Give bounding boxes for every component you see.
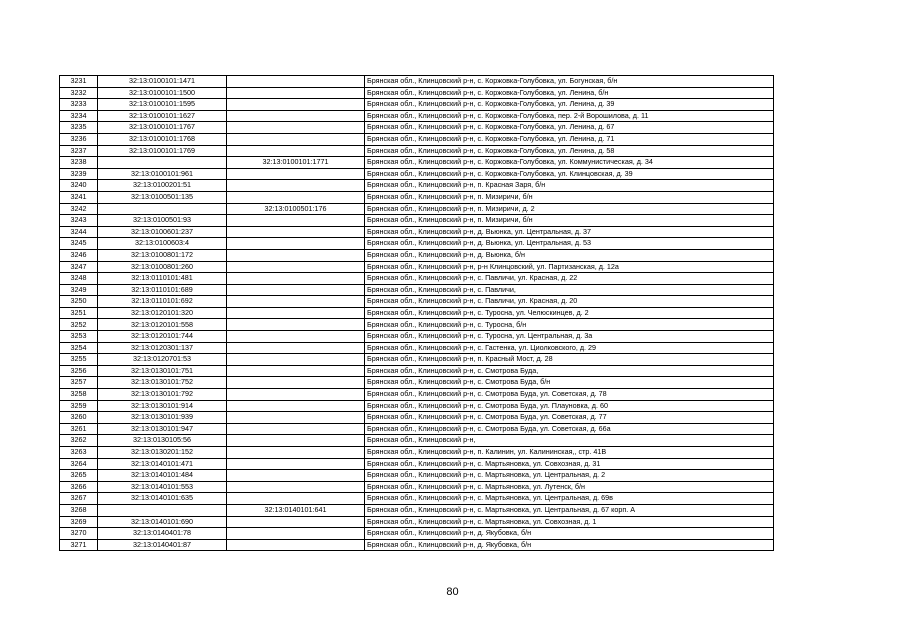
cadastral-number-cell bbox=[98, 504, 227, 516]
address-cell: Брянская обл., Клинцовский р-н, д. Вьюнка, ул. Центральная, д. 37 bbox=[365, 226, 774, 238]
table-row bbox=[60, 168, 774, 180]
address-cell: Брянская обл., Клинцовский р-н, с. Туросна, ул. Челюскинцев, д. 2 bbox=[365, 307, 774, 319]
cadastral-number-cell bbox=[98, 203, 227, 215]
cadastral-number-cell: 32:13:0130101:792 bbox=[98, 389, 227, 401]
table-row bbox=[60, 435, 774, 447]
building-cadastral-number-cell bbox=[227, 400, 365, 412]
cadastral-number-cell: 32:13:0100501:93 bbox=[98, 215, 227, 227]
cadastral-number-cell: 32:13:0100801:260 bbox=[98, 261, 227, 273]
cadastral-number-cell: 32:13:0100801:172 bbox=[98, 249, 227, 261]
building-cadastral-number-cell bbox=[227, 238, 365, 250]
table-row bbox=[60, 296, 774, 308]
cadastral-number-cell: 32:13:0100501:135 bbox=[98, 191, 227, 203]
cadastral-number-cell: 32:13:0130101:751 bbox=[98, 365, 227, 377]
table-row bbox=[60, 400, 774, 412]
row-number-cell: 3241 bbox=[60, 191, 98, 203]
building-cadastral-number-cell bbox=[227, 377, 365, 389]
row-number-cell: 3258 bbox=[60, 389, 98, 401]
row-number-cell: 3260 bbox=[60, 412, 98, 424]
cadastral-number-cell: 32:13:0100201:51 bbox=[98, 180, 227, 192]
row-number-cell: 3268 bbox=[60, 504, 98, 516]
row-number-cell: 3233 bbox=[60, 99, 98, 111]
cadastral-number-cell: 32:13:0130105:56 bbox=[98, 435, 227, 447]
address-cell: Брянская обл., Клинцовский р-н, с. Смотрова Буда, б/н bbox=[365, 377, 774, 389]
building-cadastral-number-cell bbox=[227, 493, 365, 505]
cadastral-number-cell: 32:13:0120301:137 bbox=[98, 342, 227, 354]
table-row bbox=[60, 157, 774, 169]
building-cadastral-number-cell bbox=[227, 122, 365, 134]
address-cell: Брянская обл., Клинцовский р-н, п. Красный Мост, д. 28 bbox=[365, 354, 774, 366]
cadastral-number-cell: 32:13:0100101:1767 bbox=[98, 122, 227, 134]
table-row bbox=[60, 470, 774, 482]
address-cell: Брянская обл., Клинцовский р-н, с. Мартьяновка, ул. Совхозная, д. 1 bbox=[365, 516, 774, 528]
cadastral-number-cell: 32:13:0120101:744 bbox=[98, 331, 227, 343]
building-cadastral-number-cell bbox=[227, 528, 365, 540]
address-cell: Брянская обл., Клинцовский р-н, д. Вьюнка, ул. Центральная, д. 53 bbox=[365, 238, 774, 250]
table-row bbox=[60, 528, 774, 540]
cadastral-number-cell: 32:13:0140101:484 bbox=[98, 470, 227, 482]
building-cadastral-number-cell bbox=[227, 319, 365, 331]
table-row bbox=[60, 342, 774, 354]
address-cell: Брянская обл., Клинцовский р-н, д. Якубовка, б/н bbox=[365, 539, 774, 551]
row-number-cell: 3269 bbox=[60, 516, 98, 528]
table-row bbox=[60, 122, 774, 134]
address-cell: Брянская обл., Клинцовский р-н, с. Смотрова Буда, ул. Советская, д. 66а bbox=[365, 423, 774, 435]
building-cadastral-number-cell bbox=[227, 539, 365, 551]
table-row bbox=[60, 284, 774, 296]
cadastral-number-cell: 32:13:0140401:87 bbox=[98, 539, 227, 551]
cadastral-number-cell: 32:13:0140101:471 bbox=[98, 458, 227, 470]
table-row bbox=[60, 261, 774, 273]
address-cell: Брянская обл., Клинцовский р-н, с. Павличи, bbox=[365, 284, 774, 296]
address-cell: Брянская обл., Клинцовский р-н, с. Коржовка-Голубовка, пер. 2-й Ворошилова, д. 11 bbox=[365, 110, 774, 122]
row-number-cell: 3244 bbox=[60, 226, 98, 238]
building-cadastral-number-cell bbox=[227, 389, 365, 401]
cadastral-number-cell: 32:13:0130101:914 bbox=[98, 400, 227, 412]
building-cadastral-number-cell bbox=[227, 470, 365, 482]
row-number-cell: 3235 bbox=[60, 122, 98, 134]
table-row bbox=[60, 412, 774, 424]
building-cadastral-number-cell bbox=[227, 145, 365, 157]
address-cell: Брянская обл., Клинцовский р-н, с. Коржовка-Голубовка, ул. Ленина, д. 71 bbox=[365, 133, 774, 145]
cadastral-number-cell: 32:13:0100101:1500 bbox=[98, 87, 227, 99]
row-number-cell: 3250 bbox=[60, 296, 98, 308]
building-cadastral-number-cell bbox=[227, 168, 365, 180]
cadastral-number-cell: 32:13:0130201:152 bbox=[98, 447, 227, 459]
table-row bbox=[60, 447, 774, 459]
cadastral-number-cell: 32:13:0100101:1595 bbox=[98, 99, 227, 111]
row-number-cell: 3243 bbox=[60, 215, 98, 227]
cadastral-number-cell: 32:13:0140101:553 bbox=[98, 481, 227, 493]
cadastral-number-cell: 32:13:0120101:320 bbox=[98, 307, 227, 319]
building-cadastral-number-cell bbox=[227, 307, 365, 319]
table-row bbox=[60, 215, 774, 227]
building-cadastral-number-cell bbox=[227, 99, 365, 111]
cadastral-number-cell: 32:13:0120101:558 bbox=[98, 319, 227, 331]
row-number-cell: 3249 bbox=[60, 284, 98, 296]
row-number-cell: 3234 bbox=[60, 110, 98, 122]
cadastral-number-cell: 32:13:0100601:237 bbox=[98, 226, 227, 238]
building-cadastral-number-cell bbox=[227, 342, 365, 354]
row-number-cell: 3239 bbox=[60, 168, 98, 180]
address-cell: Брянская обл., Клинцовский р-н, с. Смотрова Буда, ул. Советская, д. 78 bbox=[365, 389, 774, 401]
table-row bbox=[60, 191, 774, 203]
row-number-cell: 3263 bbox=[60, 447, 98, 459]
row-number-cell: 3246 bbox=[60, 249, 98, 261]
row-number-cell: 3256 bbox=[60, 365, 98, 377]
cadastral-number-cell: 32:13:0140401:78 bbox=[98, 528, 227, 540]
address-cell: Брянская обл., Клинцовский р-н, п. Мизиричи, д. 2 bbox=[365, 203, 774, 215]
address-cell: Брянская обл., Клинцовский р-н, с. Коржовка-Голубовка, ул. Богунская, б/н bbox=[365, 76, 774, 88]
table-row bbox=[60, 180, 774, 192]
address-cell: Брянская обл., Клинцовский р-н, с. Смотрова Буда, ул. Советская, д. 77 bbox=[365, 412, 774, 424]
registry-body bbox=[60, 76, 774, 551]
address-cell: Брянская обл., Клинцовский р-н, с. Смотрова Буда, bbox=[365, 365, 774, 377]
table-row bbox=[60, 389, 774, 401]
table-row bbox=[60, 481, 774, 493]
address-cell: Брянская обл., Клинцовский р-н, д. Якубовка, б/н bbox=[365, 528, 774, 540]
table-row bbox=[60, 133, 774, 145]
row-number-cell: 3264 bbox=[60, 458, 98, 470]
table-row bbox=[60, 226, 774, 238]
table-row bbox=[60, 458, 774, 470]
building-cadastral-number-cell bbox=[227, 423, 365, 435]
row-number-cell: 3236 bbox=[60, 133, 98, 145]
row-number-cell: 3238 bbox=[60, 157, 98, 169]
building-cadastral-number-cell bbox=[227, 180, 365, 192]
table-row bbox=[60, 273, 774, 285]
row-number-cell: 3267 bbox=[60, 493, 98, 505]
cadastral-number-cell: 32:13:0110101:689 bbox=[98, 284, 227, 296]
cadastral-number-cell: 32:13:0130101:939 bbox=[98, 412, 227, 424]
cadastral-number-cell: 32:13:0100101:1627 bbox=[98, 110, 227, 122]
row-number-cell: 3265 bbox=[60, 470, 98, 482]
table-row bbox=[60, 87, 774, 99]
building-cadastral-number-cell bbox=[227, 412, 365, 424]
row-number-cell: 3261 bbox=[60, 423, 98, 435]
building-cadastral-number-cell bbox=[227, 133, 365, 145]
row-number-cell: 3232 bbox=[60, 87, 98, 99]
row-number-cell: 3242 bbox=[60, 203, 98, 215]
cadastral-number-cell: 32:13:0100101:961 bbox=[98, 168, 227, 180]
address-cell: Брянская обл., Клинцовский р-н, с. Павличи, ул. Красная, д. 20 bbox=[365, 296, 774, 308]
address-cell: Брянская обл., Клинцовский р-н, д. Вьюнка, б/н bbox=[365, 249, 774, 261]
row-number-cell: 3257 bbox=[60, 377, 98, 389]
address-cell: Брянская обл., Клинцовский р-н, с. Коржовка-Голубовка, ул. Ленина, д. 67 bbox=[365, 122, 774, 134]
address-cell: Брянская обл., Клинцовский р-н, с. Гастенка, ул. Циолковского, д. 29 bbox=[365, 342, 774, 354]
table-row bbox=[60, 423, 774, 435]
row-number-cell: 3253 bbox=[60, 331, 98, 343]
building-cadastral-number-cell: 32:13:0100101:1771 bbox=[227, 157, 365, 169]
table-row bbox=[60, 516, 774, 528]
address-cell: Брянская обл., Клинцовский р-н, с. Мартьяновка, ул. Центральная, д. 2 bbox=[365, 470, 774, 482]
building-cadastral-number-cell: 32:13:0140101:641 bbox=[227, 504, 365, 516]
address-cell: Брянская обл., Клинцовский р-н, с. Коржовка-Голубовка, ул. Ленина, д. 58 bbox=[365, 145, 774, 157]
row-number-cell: 3231 bbox=[60, 76, 98, 88]
building-cadastral-number-cell bbox=[227, 191, 365, 203]
address-cell: Брянская обл., Клинцовский р-н, с. Мартьяновка, ул. Центральная, д. 67 корп. А bbox=[365, 504, 774, 516]
cadastral-number-cell: 32:13:0130101:752 bbox=[98, 377, 227, 389]
cadastral-number-cell: 32:13:0100603:4 bbox=[98, 238, 227, 250]
building-cadastral-number-cell bbox=[227, 447, 365, 459]
cadastral-number-cell bbox=[98, 157, 227, 169]
building-cadastral-number-cell bbox=[227, 226, 365, 238]
address-cell: Брянская обл., Клинцовский р-н, с. Туросна, б/н bbox=[365, 319, 774, 331]
building-cadastral-number-cell bbox=[227, 261, 365, 273]
row-number-cell: 3251 bbox=[60, 307, 98, 319]
address-cell: Брянская обл., Клинцовский р-н, п. Красная Заря, б/н bbox=[365, 180, 774, 192]
address-cell: Брянская обл., Клинцовский р-н, с. Мартьяновка, ул. Лутенск, б/н bbox=[365, 481, 774, 493]
row-number-cell: 3271 bbox=[60, 539, 98, 551]
building-cadastral-number-cell bbox=[227, 76, 365, 88]
address-cell: Брянская обл., Клинцовский р-н, с. Коржовка-Голубовка, ул. Клинцовская, д. 39 bbox=[365, 168, 774, 180]
cadastral-number-cell: 32:13:0140101:690 bbox=[98, 516, 227, 528]
building-cadastral-number-cell bbox=[227, 481, 365, 493]
building-cadastral-number-cell bbox=[227, 215, 365, 227]
table-row bbox=[60, 145, 774, 157]
row-number-cell: 3237 bbox=[60, 145, 98, 157]
building-cadastral-number-cell bbox=[227, 458, 365, 470]
building-cadastral-number-cell bbox=[227, 354, 365, 366]
address-cell: Брянская обл., Клинцовский р-н, с. Смотрова Буда, ул. Плауновка, д. 60 bbox=[365, 400, 774, 412]
registry-table bbox=[59, 75, 774, 551]
table-row bbox=[60, 539, 774, 551]
table-row bbox=[60, 307, 774, 319]
address-cell: Брянская обл., Клинцовский р-н, п. Калинин, ул. Калининская,, стр. 41В bbox=[365, 447, 774, 459]
building-cadastral-number-cell bbox=[227, 296, 365, 308]
building-cadastral-number-cell bbox=[227, 365, 365, 377]
address-cell: Брянская обл., Клинцовский р-н, р-н Клинцовский, ул. Партизанская, д. 12а bbox=[365, 261, 774, 273]
row-number-cell: 3270 bbox=[60, 528, 98, 540]
cadastral-number-cell: 32:13:0100101:1769 bbox=[98, 145, 227, 157]
row-number-cell: 3254 bbox=[60, 342, 98, 354]
row-number-cell: 3259 bbox=[60, 400, 98, 412]
page-number: 80 bbox=[446, 586, 459, 598]
building-cadastral-number-cell bbox=[227, 273, 365, 285]
building-cadastral-number-cell bbox=[227, 87, 365, 99]
building-cadastral-number-cell: 32:13:0100501:176 bbox=[227, 203, 365, 215]
cadastral-number-cell: 32:13:0110101:692 bbox=[98, 296, 227, 308]
table-row bbox=[60, 354, 774, 366]
address-cell: Брянская обл., Клинцовский р-н, с. Мартьяновка, ул. Центральная, д. 69в bbox=[365, 493, 774, 505]
address-cell: Брянская обл., Клинцовский р-н, с. Коржовка-Голубовка, ул. Коммунистическая, д. 34 bbox=[365, 157, 774, 169]
address-cell: Брянская обл., Клинцовский р-н, с. Коржовка-Голубовка, ул. Ленина, б/н bbox=[365, 87, 774, 99]
address-cell: Брянская обл., Клинцовский р-н, п. Мизиричи, б/н bbox=[365, 191, 774, 203]
table-row bbox=[60, 504, 774, 516]
row-number-cell: 3248 bbox=[60, 273, 98, 285]
building-cadastral-number-cell bbox=[227, 435, 365, 447]
address-cell: Брянская обл., Клинцовский р-н, с. Коржовка-Голубовка, ул. Ленина, д. 39 bbox=[365, 99, 774, 111]
row-number-cell: 3245 bbox=[60, 238, 98, 250]
table-row bbox=[60, 365, 774, 377]
cadastral-number-cell: 32:13:0130101:947 bbox=[98, 423, 227, 435]
table-row bbox=[60, 203, 774, 215]
address-cell: Брянская обл., Клинцовский р-н, bbox=[365, 435, 774, 447]
table-row bbox=[60, 238, 774, 250]
cadastral-number-cell: 32:13:0120701:53 bbox=[98, 354, 227, 366]
table-row bbox=[60, 331, 774, 343]
table-row bbox=[60, 249, 774, 261]
cadastral-number-cell: 32:13:0100101:1471 bbox=[98, 76, 227, 88]
address-cell: Брянская обл., Клинцовский р-н, с. Мартьяновка, ул. Совхозная, д. 31 bbox=[365, 458, 774, 470]
cadastral-number-cell: 32:13:0110101:481 bbox=[98, 273, 227, 285]
building-cadastral-number-cell bbox=[227, 516, 365, 528]
row-number-cell: 3262 bbox=[60, 435, 98, 447]
table-row bbox=[60, 76, 774, 88]
row-number-cell: 3255 bbox=[60, 354, 98, 366]
address-cell: Брянская обл., Клинцовский р-н, с. Туросна, ул. Центральная, д. 3а bbox=[365, 331, 774, 343]
row-number-cell: 3252 bbox=[60, 319, 98, 331]
row-number-cell: 3240 bbox=[60, 180, 98, 192]
table-row bbox=[60, 377, 774, 389]
table-row bbox=[60, 99, 774, 111]
building-cadastral-number-cell bbox=[227, 249, 365, 261]
table-row bbox=[60, 493, 774, 505]
address-cell: Брянская обл., Клинцовский р-н, с. Павличи, ул. Красная, д. 22 bbox=[365, 273, 774, 285]
table-row bbox=[60, 110, 774, 122]
building-cadastral-number-cell bbox=[227, 284, 365, 296]
cadastral-number-cell: 32:13:0140101:635 bbox=[98, 493, 227, 505]
row-number-cell: 3266 bbox=[60, 481, 98, 493]
building-cadastral-number-cell bbox=[227, 110, 365, 122]
building-cadastral-number-cell bbox=[227, 331, 365, 343]
row-number-cell: 3247 bbox=[60, 261, 98, 273]
table-row bbox=[60, 319, 774, 331]
address-cell: Брянская обл., Клинцовский р-н, п. Мизиричи, б/н bbox=[365, 215, 774, 227]
cadastral-number-cell: 32:13:0100101:1768 bbox=[98, 133, 227, 145]
